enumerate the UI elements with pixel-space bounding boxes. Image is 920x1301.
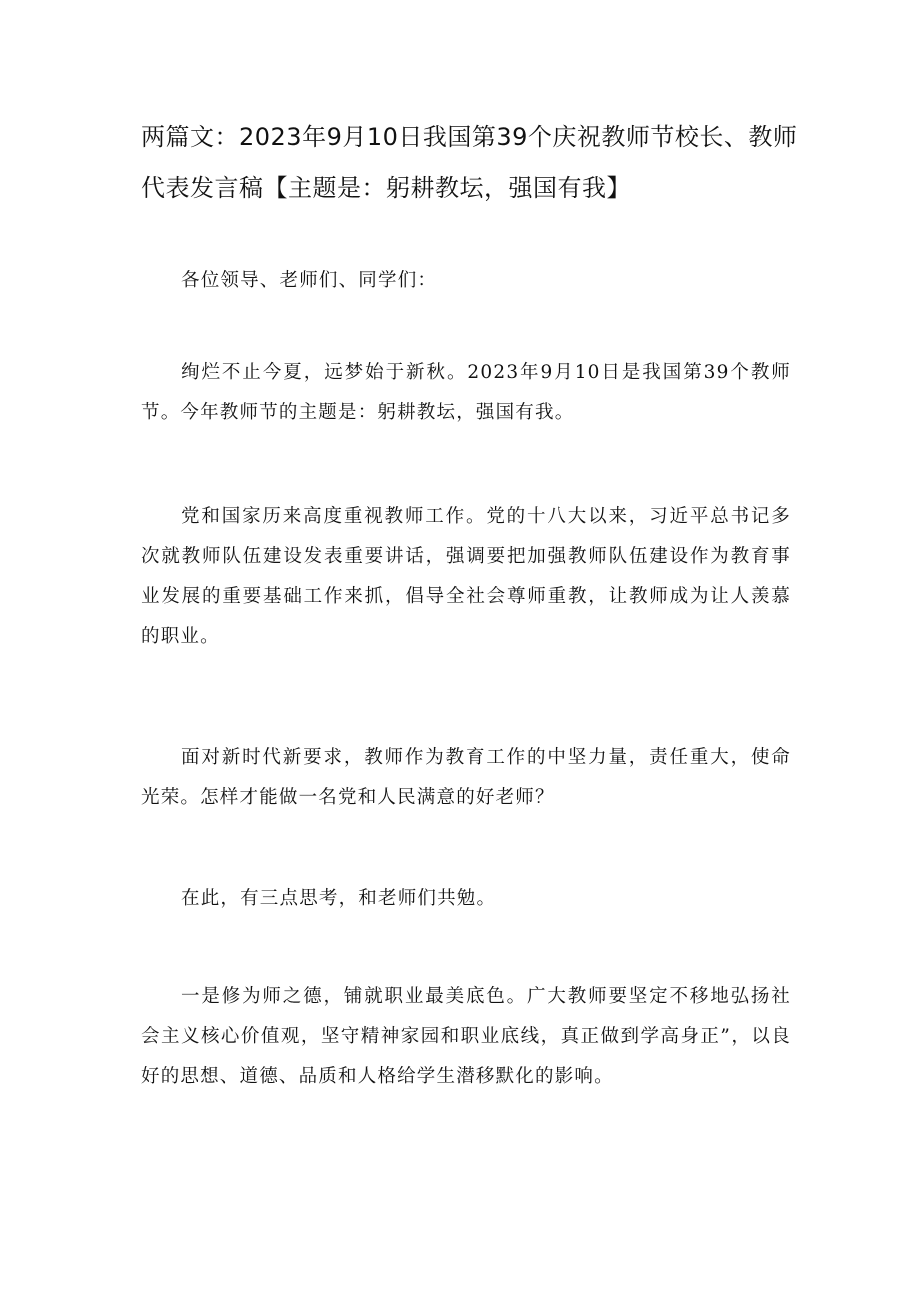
body-paragraph-3: 面对新时代新要求，教师作为教育工作的中坚力量，责任重大，使命光荣。怎样才能做一名党和人民满意的好老师？ xyxy=(141,747,791,808)
body-paragraph-2: 党和国家历来高度重视教师工作。党的十八大以来，习近平总书记多次就教师队伍建设发表重要讲话，强调要把加强教师队伍建设作为教育事业发展的重要基础工作来抓，倡导全社会尊师重教，让教师成为让人羡慕的职业。 xyxy=(141,506,791,647)
body-paragraph-1: 绚烂不止今夏，远梦始于新秋。2023年9月10日是我国第39个教师节。今年教师节的主题是：躬耕教坛，强国有我。 xyxy=(141,362,791,423)
greeting-paragraph: 各位领导、老师们、同学们： xyxy=(181,270,438,291)
body-paragraph-5: 一是修为师之德，铺就职业最美底色。广大教师要坚定不移地弘扬社会主义核心价值观，坚守精神家园和职业底线，真正做到学高身正”，以良好的思想、道德、品质和人格给学生潜移默化的影响。 xyxy=(141,986,791,1087)
document-title: 两篇文：2023年9月10日我国第39个庆祝教师节校长、教师代表发言稿【主题是：躬耕教坛，强国有我】 xyxy=(141,123,798,202)
body-paragraph-4: 在此，有三点思考，和老师们共勉。 xyxy=(181,888,497,909)
